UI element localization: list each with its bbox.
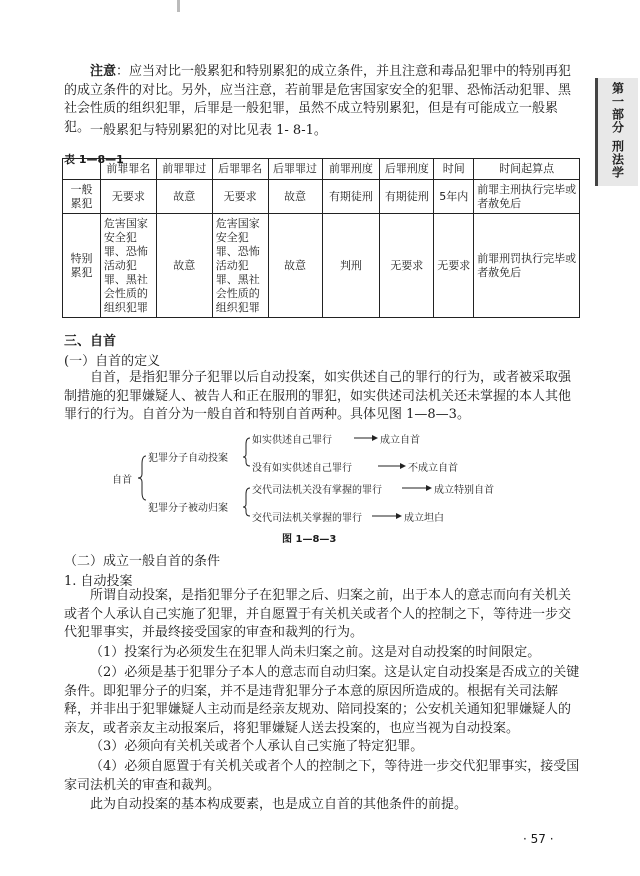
table-cell: 无要求 — [100, 180, 156, 214]
scan-mark — [177, 0, 180, 12]
closing-paragraph: 此为自动投案的基本构成要素，也是成立自首的其他条件的前提。 — [90, 797, 468, 812]
table-row — [63, 214, 580, 318]
table-cell: 故意 — [268, 214, 322, 318]
table-cell: 危害国家安全犯罪、恐怖活动犯罪、黑社会性质的组织犯罪 — [212, 214, 268, 318]
diagram-branch-passive: 犯罪分子被动归案 — [148, 503, 228, 514]
figure-caption: 图 1—8—3 — [282, 534, 337, 545]
diagram-node: 交代司法机关掌握的罪行 — [252, 513, 362, 524]
table-cell: 有期徒刑 — [380, 180, 434, 214]
definition-paragraph: 自首，是指犯罪分子犯罪以后自动投案，如实供述自己的罪行的行为，或者被采取强制措施的犯罪嫌疑人、被告人和正在服刑的罪犯，如实供述司法机关还未掌握的本人其他罪行的行为。自首分为一般自首和特别自首两种。具体见图 1—8—3。 — [64, 370, 572, 422]
subsection-heading: （二）成立一般自首的条件 — [64, 554, 221, 569]
subsection-heading: (一）自首的定义 — [64, 354, 161, 369]
diagram-node: 如实供述自己罪行 — [252, 435, 332, 446]
header-cell: 前罪罪过 — [156, 159, 212, 180]
table-cell: 判刑 — [322, 214, 380, 318]
header-cell — [63, 159, 101, 180]
diagram-result: 不成立自首 — [408, 463, 458, 474]
compare-intro: 一般累犯与特别累犯的对比见表 1- 8-1。 — [90, 123, 327, 138]
condition-paragraph: （4）必须自愿置于有关机关或者个人的控制之下，等待进一步交代犯罪事实，接受国家司法机关的审查和裁判。 — [64, 759, 580, 793]
diagram-result: 成立坦白 — [404, 513, 444, 524]
diagram-root-label: 自首 — [112, 475, 132, 486]
condition-paragraph: （3）必须向有关机关或者个人承认自己实施了特定犯罪。 — [90, 739, 424, 754]
table-cell: 故意 — [156, 214, 212, 318]
table-cell: 特别累犯 — [63, 214, 101, 318]
table-cell: 有期徒刑 — [322, 180, 380, 214]
diagram-result: 成立特别自首 — [434, 485, 494, 496]
table-cell: 前罪刑罚执行完毕或者赦免后 — [474, 214, 580, 318]
recidivism-comparison-table — [62, 158, 580, 318]
side-tab-label: 第一部分 — [610, 82, 625, 134]
table-cell: 无要求 — [380, 214, 434, 318]
side-tab-subject: 刑法学 — [610, 140, 625, 179]
header-cell: 后罪刑度 — [380, 159, 434, 180]
table-cell: 一般累犯 — [63, 180, 101, 214]
table-row — [63, 180, 580, 214]
table-cell: 前罪主刑执行完毕或者赦免后 — [474, 180, 580, 214]
point-heading: 1. 自动投案 — [64, 574, 133, 589]
note-lead: 注意 — [90, 64, 117, 79]
note-text: ：应当对比一般累犯和特别累犯的成立条件，并且注意和毒品犯罪中的特别再犯的成立条件的对比。另外，应当注意，若前罪是危害国家安全的犯罪、恐怖活动犯罪、黑社会性质的组织犯罪，后罪是一般犯罪，虽然不成立特别累犯，但是有可能成立一般累犯。 — [64, 64, 572, 135]
diagram-node: 没有如实供述自己罪行 — [252, 463, 352, 474]
section-heading: 三、自首 — [64, 334, 117, 349]
table-cell: 无要求 — [434, 214, 474, 318]
header-cell: 后罪罪过 — [268, 159, 322, 180]
table-cell: 无要求 — [212, 180, 268, 214]
table-cell: 5年内 — [434, 180, 474, 214]
condition-paragraph: （2）必须是基于犯罪分子本人的意志而自动归案。这是认定自动投案是否成立的关键条件。即犯罪分子的归案，并不是违背犯罪分子本意的原因所造成的。根据有关司法解释，并非出于犯罪嫌疑人主动而是经亲友规劝、陪同投案的；公安机关通知犯罪嫌疑人的亲友，或者亲友主动报案后，将犯罪嫌疑人送去投案的，也应当视为自动投案。 — [64, 665, 580, 736]
table-cell: 故意 — [156, 180, 212, 214]
header-cell: 后罪罪名 — [212, 159, 268, 180]
header-cell: 前罪刑度 — [322, 159, 380, 180]
part-side-tab — [595, 78, 638, 186]
self-surrender-diagram — [110, 428, 540, 528]
table-cell: 危害国家安全犯罪、恐怖活动犯罪、黑社会性质的组织犯罪 — [100, 214, 156, 318]
diagram-node: 交代司法机关没有掌握的罪行 — [252, 485, 382, 496]
table-header-row — [63, 159, 580, 180]
condition-paragraph: （1）投案行为必须发生在犯罪人尚未归案之前。这是对自动投案的时间限定。 — [90, 645, 541, 660]
table-cell: 故意 — [268, 180, 322, 214]
header-cell: 时间起算点 — [474, 159, 580, 180]
diagram-branch-voluntary: 犯罪分子自动投案 — [148, 453, 228, 464]
diagram-result: 成立自首 — [380, 435, 420, 446]
header-cell: 时间 — [434, 159, 474, 180]
page-number: · 57 · — [523, 832, 554, 846]
voluntary-surrender-definition: 所谓自动投案，是指犯罪分子在犯罪之后、归案之前，出于本人的意志而向有关机关或者个人承认自己实施了犯罪，并自愿置于有关机关或者个人的控制之下，等待进一步交代犯罪事实，并最终接受国家的审查和裁判的行为。 — [64, 588, 572, 640]
header-cell: 前罪罪名 — [100, 159, 156, 180]
table-caption: 表 1—8—1 — [64, 153, 124, 166]
